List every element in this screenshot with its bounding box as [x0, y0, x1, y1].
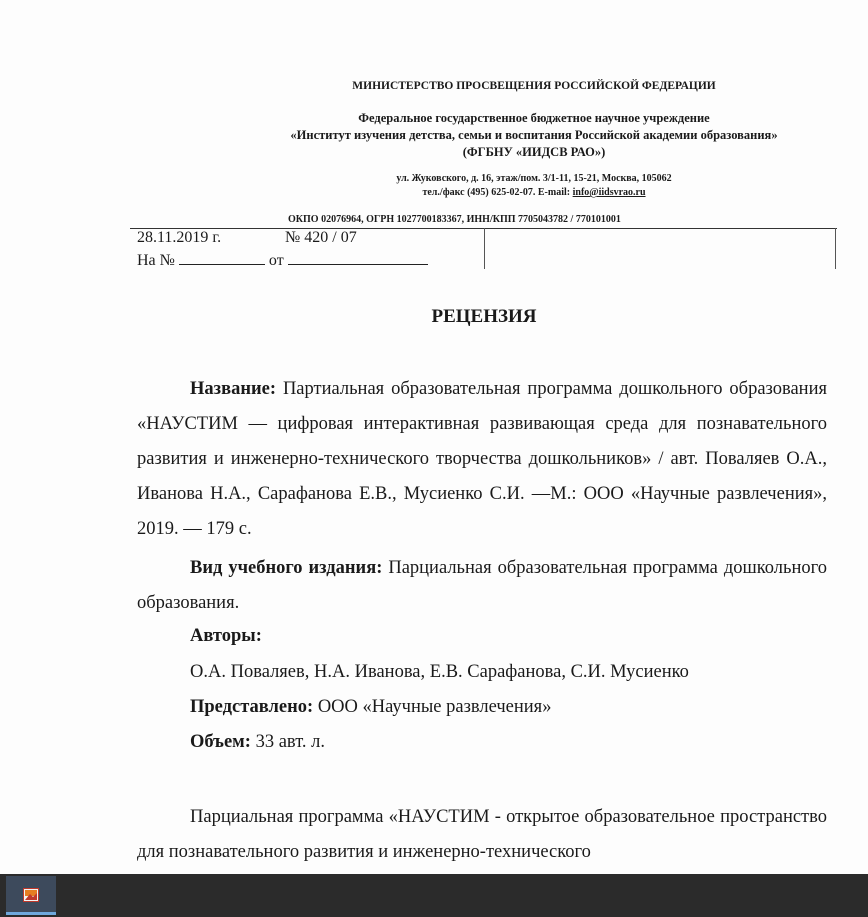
name-label: Название:	[190, 379, 277, 399]
org-line-3: (ФГБНУ «ИИДСВ РАО»)	[462, 145, 606, 159]
presented-line	[190, 697, 551, 718]
address-line: ул. Жуковского, д. 16, этаж/пом. 3/1-11, 15-21, Москва, 105062	[396, 173, 672, 184]
name-paragraph	[137, 372, 827, 547]
image-viewer-icon	[23, 888, 39, 902]
taskbar-app-button[interactable]	[6, 876, 56, 915]
organization-block	[0, 110, 868, 161]
from-label: от	[268, 252, 284, 269]
registry-codes: ОКПО 02076964, ОГРН 1027700183367, ИНН/КПП 7705043782 / 770101001	[288, 214, 621, 225]
contacts-line	[100, 186, 868, 200]
volume-line	[190, 732, 325, 753]
name-text: Партиальная образовательная программа дошкольного образования «НАУСТИМ — цифровая интерактивная развивающая среда для познавательного развития и инженерно-технического творчества дошкольников» / авт. Поваляев О.А., Иванова Н.А., Сарафанова Е.В., Мусиенко С.И. —М.: ООО «Научные развлечения», 2019. — 179 с.	[137, 379, 827, 539]
ref-date-blank	[288, 250, 428, 265]
org-line-2: «Институт изучения детства, семьи и воспитания Российской академии образования»	[290, 128, 778, 142]
authors-label: Авторы:	[190, 626, 262, 646]
outgoing-date: 28.11.2019 г.	[137, 229, 222, 246]
volume-text: 33 авт. л.	[250, 732, 325, 752]
document-title: РЕЦЕНЗИЯ	[431, 306, 537, 327]
box-divider-left	[484, 228, 485, 269]
ministry-name: МИНИСТЕРСТВО ПРОСВЕЩЕНИЯ РОССИЙСКОЙ ФЕДЕРАЦИИ	[352, 80, 716, 92]
contacts-prefix: тел./факс (495) 625-02-07. E-mail:	[422, 187, 573, 198]
org-line-1: Федеральное государственное бюджетное научное учреждение	[358, 111, 710, 125]
taskbar	[0, 874, 868, 917]
edition-type-paragraph	[137, 551, 827, 621]
ref-label: На №	[137, 252, 175, 269]
outgoing-number: № 420 / 07	[285, 229, 357, 246]
presented-label: Представлено:	[190, 697, 314, 717]
authors-list: О.А. Поваляев, Н.А. Иванова, Е.В. Сарафанова, С.И. Мусиенко	[190, 662, 689, 682]
edition-type-label: Вид учебного издания:	[190, 558, 383, 578]
volume-label: Объем:	[190, 732, 251, 752]
ref-number-blank	[179, 250, 265, 265]
box-divider-right	[835, 228, 836, 269]
presented-text: ООО «Научные развлечения»	[313, 697, 552, 717]
body-paragraph: Парциальная программа «НАУСТИМ - открытое образовательное пространство для познавательного развития и инженерно-технического	[137, 807, 827, 862]
address-block	[0, 172, 868, 200]
email-link[interactable]: info@iidsvrao.ru	[572, 187, 646, 198]
reference-line	[137, 250, 428, 270]
edition-type-text: Парциальная образовательная программа дошкольного образования.	[137, 558, 827, 613]
